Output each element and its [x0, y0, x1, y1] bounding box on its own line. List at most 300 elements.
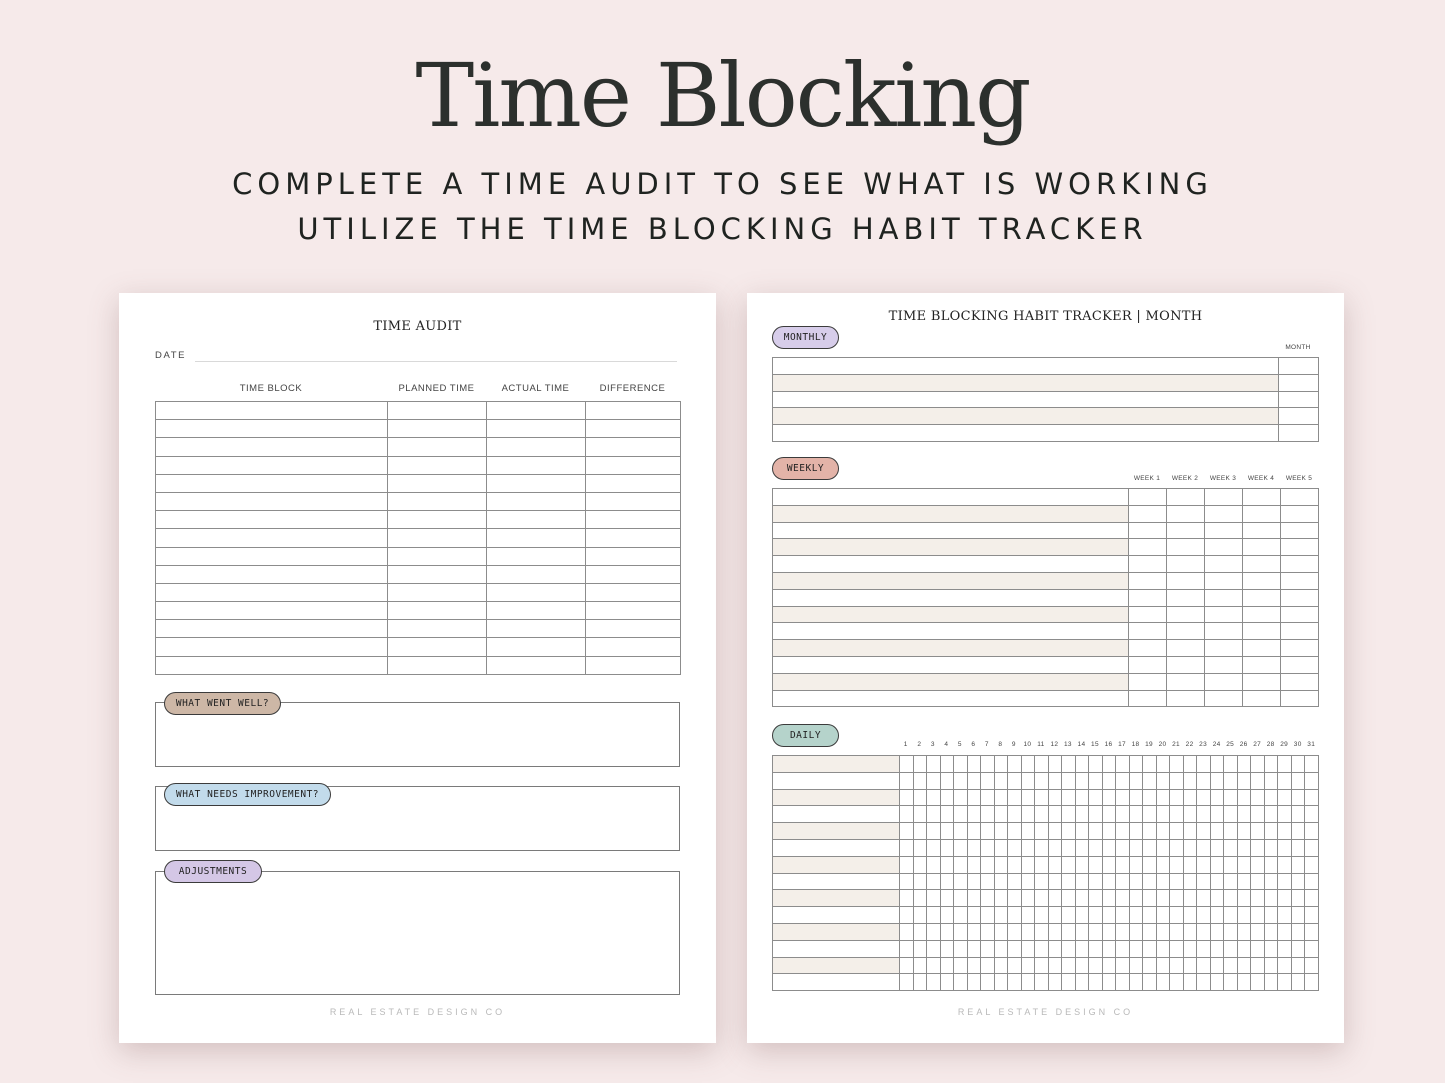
table-cell[interactable]: [913, 890, 927, 907]
table-cell[interactable]: [1281, 690, 1319, 707]
table-cell[interactable]: [1205, 623, 1243, 640]
table-cell[interactable]: [773, 623, 1129, 640]
table-cell[interactable]: [1197, 772, 1211, 789]
table-cell[interactable]: [1048, 907, 1062, 924]
table-cell[interactable]: [967, 957, 981, 974]
table-cell[interactable]: [487, 602, 586, 620]
table-cell[interactable]: [1281, 539, 1319, 556]
table-cell[interactable]: [1062, 907, 1076, 924]
table-cell[interactable]: [1021, 890, 1035, 907]
table-cell[interactable]: [1008, 772, 1022, 789]
table-cell[interactable]: [1279, 408, 1319, 425]
table-cell[interactable]: [1224, 856, 1238, 873]
table-cell[interactable]: [388, 402, 487, 420]
table-cell[interactable]: [156, 583, 388, 601]
table-cell[interactable]: [1278, 890, 1292, 907]
table-cell[interactable]: [1021, 907, 1035, 924]
table-cell[interactable]: [1008, 856, 1022, 873]
table-cell[interactable]: [773, 940, 900, 957]
table-cell[interactable]: [1281, 606, 1319, 623]
table-cell[interactable]: [981, 756, 995, 773]
table-cell[interactable]: [1167, 572, 1205, 589]
table-cell[interactable]: [981, 839, 995, 856]
table-cell[interactable]: [156, 529, 388, 547]
table-cell[interactable]: [1129, 940, 1143, 957]
table-cell[interactable]: [1281, 556, 1319, 573]
table-cell[interactable]: [1278, 756, 1292, 773]
table-cell[interactable]: [1156, 789, 1170, 806]
table-cell[interactable]: [773, 907, 900, 924]
table-cell[interactable]: [1210, 756, 1224, 773]
table-cell[interactable]: [586, 565, 681, 583]
table-cell[interactable]: [940, 856, 954, 873]
table-cell[interactable]: [1102, 806, 1116, 823]
table-cell[interactable]: [1170, 890, 1184, 907]
table-cell[interactable]: [1129, 806, 1143, 823]
table-cell[interactable]: [773, 656, 1129, 673]
table-cell[interactable]: [1264, 823, 1278, 840]
table-cell[interactable]: [773, 489, 1129, 506]
table-cell[interactable]: [981, 957, 995, 974]
table-cell[interactable]: [954, 756, 968, 773]
table-cell[interactable]: [1143, 823, 1157, 840]
table-cell[interactable]: [981, 923, 995, 940]
table-cell[interactable]: [1197, 823, 1211, 840]
table-cell[interactable]: [900, 923, 914, 940]
table-cell[interactable]: [1237, 789, 1251, 806]
table-cell[interactable]: [1264, 923, 1278, 940]
table-cell[interactable]: [1210, 772, 1224, 789]
table-cell[interactable]: [1183, 756, 1197, 773]
table-cell[interactable]: [388, 438, 487, 456]
table-cell[interactable]: [1197, 940, 1211, 957]
table-cell[interactable]: [1205, 522, 1243, 539]
table-cell[interactable]: [967, 789, 981, 806]
table-cell[interactable]: [1116, 823, 1130, 840]
table-cell[interactable]: [954, 873, 968, 890]
table-cell[interactable]: [994, 839, 1008, 856]
table-cell[interactable]: [1305, 907, 1319, 924]
table-cell[interactable]: [388, 529, 487, 547]
table-cell[interactable]: [1305, 772, 1319, 789]
table-cell[interactable]: [773, 522, 1129, 539]
table-cell[interactable]: [1089, 890, 1103, 907]
table-cell[interactable]: [1243, 690, 1281, 707]
table-cell[interactable]: [913, 873, 927, 890]
table-cell[interactable]: [1251, 856, 1265, 873]
table-cell[interactable]: [1075, 974, 1089, 991]
table-cell[interactable]: [1183, 772, 1197, 789]
table-cell[interactable]: [1278, 957, 1292, 974]
table-cell[interactable]: [1102, 756, 1116, 773]
table-cell[interactable]: [1291, 873, 1305, 890]
table-cell[interactable]: [773, 425, 1279, 442]
table-cell[interactable]: [1102, 940, 1116, 957]
table-cell[interactable]: [994, 974, 1008, 991]
table-cell[interactable]: [1089, 957, 1103, 974]
table-cell[interactable]: [1305, 839, 1319, 856]
table-cell[interactable]: [1278, 856, 1292, 873]
table-cell[interactable]: [1048, 890, 1062, 907]
table-cell[interactable]: [967, 890, 981, 907]
table-cell[interactable]: [1210, 907, 1224, 924]
table-cell[interactable]: [1291, 923, 1305, 940]
table-cell[interactable]: [1291, 756, 1305, 773]
table-cell[interactable]: [1251, 789, 1265, 806]
table-cell[interactable]: [388, 474, 487, 492]
table-cell[interactable]: [1278, 940, 1292, 957]
table-cell[interactable]: [1224, 974, 1238, 991]
table-cell[interactable]: [388, 511, 487, 529]
adjustments-box[interactable]: [155, 871, 680, 995]
table-cell[interactable]: [1243, 556, 1281, 573]
table-cell[interactable]: [1116, 756, 1130, 773]
table-cell[interactable]: [1183, 806, 1197, 823]
table-cell[interactable]: [773, 539, 1129, 556]
table-cell[interactable]: [1264, 907, 1278, 924]
table-cell[interactable]: [1116, 957, 1130, 974]
table-cell[interactable]: [586, 529, 681, 547]
table-cell[interactable]: [1278, 839, 1292, 856]
table-cell[interactable]: [994, 806, 1008, 823]
table-cell[interactable]: [1021, 957, 1035, 974]
table-cell[interactable]: [1062, 890, 1076, 907]
table-cell[interactable]: [1170, 923, 1184, 940]
table-cell[interactable]: [1116, 856, 1130, 873]
table-cell[interactable]: [927, 806, 941, 823]
table-cell[interactable]: [1102, 957, 1116, 974]
table-cell[interactable]: [1305, 806, 1319, 823]
table-cell[interactable]: [1278, 772, 1292, 789]
table-cell[interactable]: [994, 856, 1008, 873]
table-cell[interactable]: [156, 565, 388, 583]
table-cell[interactable]: [1278, 806, 1292, 823]
table-cell[interactable]: [954, 940, 968, 957]
table-cell[interactable]: [1210, 940, 1224, 957]
table-cell[interactable]: [1305, 756, 1319, 773]
table-cell[interactable]: [900, 907, 914, 924]
table-cell[interactable]: [1205, 673, 1243, 690]
table-cell[interactable]: [1089, 856, 1103, 873]
table-cell[interactable]: [773, 374, 1279, 391]
table-cell[interactable]: [773, 572, 1129, 589]
table-cell[interactable]: [1075, 789, 1089, 806]
table-cell[interactable]: [1170, 772, 1184, 789]
table-cell[interactable]: [1183, 789, 1197, 806]
table-cell[interactable]: [1210, 823, 1224, 840]
table-cell[interactable]: [1062, 856, 1076, 873]
table-cell[interactable]: [1129, 789, 1143, 806]
table-cell[interactable]: [1224, 756, 1238, 773]
table-cell[interactable]: [1251, 772, 1265, 789]
table-cell[interactable]: [1197, 789, 1211, 806]
table-cell[interactable]: [1143, 907, 1157, 924]
table-cell[interactable]: [1035, 806, 1049, 823]
table-cell[interactable]: [1102, 907, 1116, 924]
table-cell[interactable]: [1102, 974, 1116, 991]
table-cell[interactable]: [586, 656, 681, 674]
table-cell[interactable]: [1170, 856, 1184, 873]
table-cell[interactable]: [900, 856, 914, 873]
table-cell[interactable]: [1205, 589, 1243, 606]
table-cell[interactable]: [1116, 974, 1130, 991]
table-cell[interactable]: [900, 823, 914, 840]
table-cell[interactable]: [773, 974, 900, 991]
table-cell[interactable]: [1089, 839, 1103, 856]
table-cell[interactable]: [900, 789, 914, 806]
table-cell[interactable]: [1237, 890, 1251, 907]
table-cell[interactable]: [1167, 556, 1205, 573]
table-cell[interactable]: [156, 602, 388, 620]
table-cell[interactable]: [1102, 890, 1116, 907]
table-cell[interactable]: [487, 511, 586, 529]
table-cell[interactable]: [900, 873, 914, 890]
table-cell[interactable]: [1210, 856, 1224, 873]
table-cell[interactable]: [586, 602, 681, 620]
table-cell[interactable]: [1048, 756, 1062, 773]
table-cell[interactable]: [1243, 489, 1281, 506]
table-cell[interactable]: [1102, 873, 1116, 890]
table-cell[interactable]: [954, 907, 968, 924]
table-cell[interactable]: [1129, 623, 1167, 640]
table-cell[interactable]: [1167, 606, 1205, 623]
table-cell[interactable]: [1224, 806, 1238, 823]
table-cell[interactable]: [1008, 940, 1022, 957]
table-cell[interactable]: [981, 890, 995, 907]
table-cell[interactable]: [1129, 823, 1143, 840]
table-cell[interactable]: [388, 456, 487, 474]
table-cell[interactable]: [1048, 839, 1062, 856]
table-cell[interactable]: [388, 565, 487, 583]
table-cell[interactable]: [1129, 923, 1143, 940]
table-cell[interactable]: [1008, 873, 1022, 890]
table-cell[interactable]: [1129, 606, 1167, 623]
table-cell[interactable]: [913, 856, 927, 873]
table-cell[interactable]: [1129, 890, 1143, 907]
table-cell[interactable]: [981, 873, 995, 890]
table-cell[interactable]: [1167, 640, 1205, 657]
table-cell[interactable]: [1251, 974, 1265, 991]
table-cell[interactable]: [1156, 923, 1170, 940]
table-cell[interactable]: [1224, 873, 1238, 890]
table-cell[interactable]: [1237, 907, 1251, 924]
table-cell[interactable]: [1170, 806, 1184, 823]
table-cell[interactable]: [1183, 974, 1197, 991]
table-cell[interactable]: [1243, 673, 1281, 690]
table-cell[interactable]: [1167, 489, 1205, 506]
table-cell[interactable]: [1167, 505, 1205, 522]
table-cell[interactable]: [1075, 957, 1089, 974]
table-cell[interactable]: [1048, 823, 1062, 840]
table-cell[interactable]: [586, 492, 681, 510]
table-cell[interactable]: [994, 772, 1008, 789]
table-cell[interactable]: [1237, 756, 1251, 773]
table-cell[interactable]: [1305, 923, 1319, 940]
table-cell[interactable]: [1243, 589, 1281, 606]
table-cell[interactable]: [1183, 823, 1197, 840]
table-cell[interactable]: [1129, 673, 1167, 690]
table-cell[interactable]: [1021, 940, 1035, 957]
table-cell[interactable]: [1048, 772, 1062, 789]
date-line[interactable]: [195, 361, 677, 362]
table-cell[interactable]: [1291, 890, 1305, 907]
table-cell[interactable]: [1291, 957, 1305, 974]
table-cell[interactable]: [1183, 856, 1197, 873]
table-cell[interactable]: [487, 620, 586, 638]
table-cell[interactable]: [927, 756, 941, 773]
table-cell[interactable]: [967, 772, 981, 789]
table-cell[interactable]: [940, 890, 954, 907]
table-cell[interactable]: [1021, 772, 1035, 789]
table-cell[interactable]: [1243, 606, 1281, 623]
table-cell[interactable]: [388, 638, 487, 656]
table-cell[interactable]: [1281, 522, 1319, 539]
table-cell[interactable]: [954, 823, 968, 840]
table-cell[interactable]: [1197, 974, 1211, 991]
table-cell[interactable]: [1278, 789, 1292, 806]
table-cell[interactable]: [994, 923, 1008, 940]
table-cell[interactable]: [487, 492, 586, 510]
table-cell[interactable]: [940, 974, 954, 991]
table-cell[interactable]: [1305, 856, 1319, 873]
table-cell[interactable]: [1170, 940, 1184, 957]
table-cell[interactable]: [156, 456, 388, 474]
table-cell[interactable]: [1237, 839, 1251, 856]
table-cell[interactable]: [1021, 789, 1035, 806]
table-cell[interactable]: [1035, 974, 1049, 991]
table-cell[interactable]: [1183, 957, 1197, 974]
table-cell[interactable]: [1008, 890, 1022, 907]
table-cell[interactable]: [1156, 940, 1170, 957]
table-cell[interactable]: [1035, 856, 1049, 873]
table-cell[interactable]: [1291, 856, 1305, 873]
table-cell[interactable]: [1143, 873, 1157, 890]
table-cell[interactable]: [1129, 505, 1167, 522]
table-cell[interactable]: [1167, 690, 1205, 707]
table-cell[interactable]: [586, 474, 681, 492]
table-cell[interactable]: [1251, 923, 1265, 940]
table-cell[interactable]: [1205, 656, 1243, 673]
table-cell[interactable]: [1170, 823, 1184, 840]
table-cell[interactable]: [773, 839, 900, 856]
table-cell[interactable]: [1210, 839, 1224, 856]
table-cell[interactable]: [388, 547, 487, 565]
table-cell[interactable]: [1035, 756, 1049, 773]
table-cell[interactable]: [1183, 940, 1197, 957]
table-cell[interactable]: [1291, 806, 1305, 823]
table-cell[interactable]: [1102, 856, 1116, 873]
table-cell[interactable]: [1170, 873, 1184, 890]
table-cell[interactable]: [1116, 923, 1130, 940]
table-cell[interactable]: [1197, 923, 1211, 940]
table-cell[interactable]: [156, 620, 388, 638]
table-cell[interactable]: [388, 583, 487, 601]
table-cell[interactable]: [1062, 923, 1076, 940]
table-cell[interactable]: [1102, 823, 1116, 840]
table-cell[interactable]: [1129, 640, 1167, 657]
table-cell[interactable]: [940, 789, 954, 806]
table-cell[interactable]: [586, 438, 681, 456]
table-cell[interactable]: [1129, 572, 1167, 589]
table-cell[interactable]: [1008, 907, 1022, 924]
table-cell[interactable]: [954, 957, 968, 974]
table-cell[interactable]: [1116, 907, 1130, 924]
table-cell[interactable]: [954, 856, 968, 873]
table-cell[interactable]: [1129, 957, 1143, 974]
table-cell[interactable]: [388, 620, 487, 638]
table-cell[interactable]: [1224, 772, 1238, 789]
table-cell[interactable]: [1167, 673, 1205, 690]
table-cell[interactable]: [1143, 974, 1157, 991]
table-cell[interactable]: [1264, 772, 1278, 789]
table-cell[interactable]: [1021, 839, 1035, 856]
table-cell[interactable]: [1210, 806, 1224, 823]
table-cell[interactable]: [1035, 873, 1049, 890]
table-cell[interactable]: [1243, 572, 1281, 589]
table-cell[interactable]: [1291, 772, 1305, 789]
table-cell[interactable]: [913, 974, 927, 991]
table-cell[interactable]: [1264, 856, 1278, 873]
table-cell[interactable]: [981, 806, 995, 823]
table-cell[interactable]: [1021, 756, 1035, 773]
table-cell[interactable]: [900, 839, 914, 856]
table-cell[interactable]: [1183, 873, 1197, 890]
table-cell[interactable]: [940, 940, 954, 957]
table-cell[interactable]: [1243, 623, 1281, 640]
table-cell[interactable]: [1305, 957, 1319, 974]
table-cell[interactable]: [487, 474, 586, 492]
table-cell[interactable]: [1062, 940, 1076, 957]
table-cell[interactable]: [156, 492, 388, 510]
table-cell[interactable]: [927, 974, 941, 991]
table-cell[interactable]: [1205, 606, 1243, 623]
table-cell[interactable]: [1102, 839, 1116, 856]
table-cell[interactable]: [1281, 656, 1319, 673]
table-cell[interactable]: [586, 620, 681, 638]
table-cell[interactable]: [913, 940, 927, 957]
table-cell[interactable]: [1210, 873, 1224, 890]
table-cell[interactable]: [1278, 823, 1292, 840]
table-cell[interactable]: [586, 456, 681, 474]
table-cell[interactable]: [1251, 756, 1265, 773]
table-cell[interactable]: [954, 772, 968, 789]
table-cell[interactable]: [487, 638, 586, 656]
table-cell[interactable]: [1062, 839, 1076, 856]
table-cell[interactable]: [156, 511, 388, 529]
table-cell[interactable]: [1278, 907, 1292, 924]
table-cell[interactable]: [900, 940, 914, 957]
table-cell[interactable]: [1205, 505, 1243, 522]
table-cell[interactable]: [1264, 806, 1278, 823]
table-cell[interactable]: [1291, 823, 1305, 840]
table-cell[interactable]: [1264, 940, 1278, 957]
table-cell[interactable]: [1243, 640, 1281, 657]
table-cell[interactable]: [1156, 823, 1170, 840]
table-cell[interactable]: [1062, 772, 1076, 789]
table-cell[interactable]: [1224, 789, 1238, 806]
table-cell[interactable]: [1021, 923, 1035, 940]
table-cell[interactable]: [927, 839, 941, 856]
table-cell[interactable]: [994, 957, 1008, 974]
table-cell[interactable]: [1143, 940, 1157, 957]
table-cell[interactable]: [1048, 856, 1062, 873]
table-cell[interactable]: [927, 873, 941, 890]
table-cell[interactable]: [1205, 572, 1243, 589]
table-cell[interactable]: [1224, 957, 1238, 974]
table-cell[interactable]: [1008, 839, 1022, 856]
table-cell[interactable]: [1089, 823, 1103, 840]
table-cell[interactable]: [1264, 974, 1278, 991]
